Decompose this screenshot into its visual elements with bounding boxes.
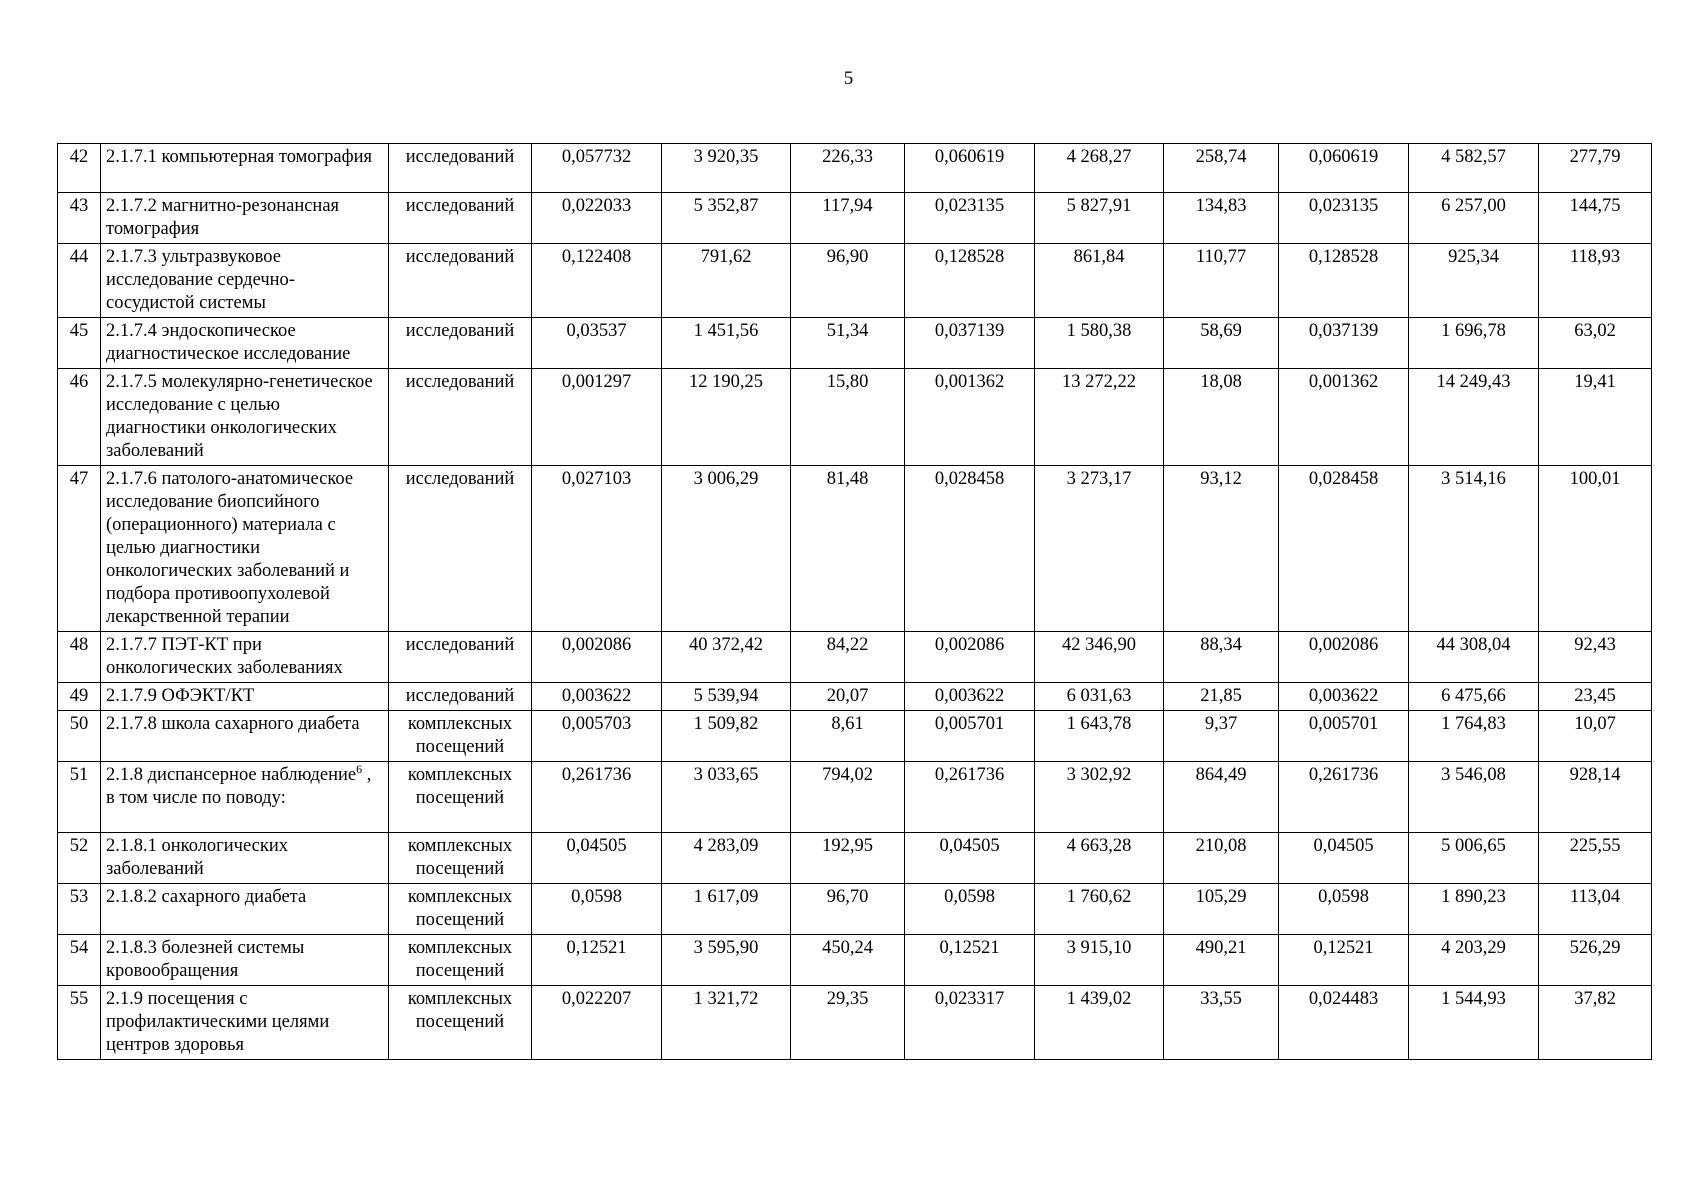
row-unit: исследований [389, 144, 532, 193]
value-cell: 58,69 [1164, 318, 1279, 369]
value-cell: 490,21 [1164, 935, 1279, 986]
row-name-tail: , в том числе по поводу: [106, 765, 372, 808]
table-row [58, 833, 1652, 884]
value-cell: 37,82 [1539, 986, 1652, 1060]
value-cell: 0,12521 [532, 935, 662, 986]
value-cell: 791,62 [662, 244, 791, 318]
value-cell: 0,005703 [532, 711, 662, 762]
value-cell: 110,77 [1164, 244, 1279, 318]
table-row [58, 244, 1652, 318]
value-cell: 1 544,93 [1409, 986, 1539, 1060]
value-cell: 92,43 [1539, 632, 1652, 683]
value-cell: 1 580,38 [1035, 318, 1164, 369]
row-unit: комплексных посещений [389, 833, 532, 884]
value-cell: 96,90 [791, 244, 905, 318]
value-cell: 4 203,29 [1409, 935, 1539, 986]
value-cell: 0,028458 [1279, 466, 1409, 632]
value-cell: 1 321,72 [662, 986, 791, 1060]
row-name: 2.1.8 диспансерное наблюдение [106, 765, 357, 785]
row-unit: исследований [389, 466, 532, 632]
row-name: 2.1.7.3 ультразвуковое исследование сердечно-сосудистой системы [106, 247, 295, 313]
table-row [58, 711, 1652, 762]
row-name: 2.1.7.5 молекулярно-генетическое исследование с целью диагностики онкологических заболеваний [106, 372, 373, 461]
value-cell: 44 308,04 [1409, 632, 1539, 683]
value-cell: 18,08 [1164, 369, 1279, 466]
value-cell: 0,128528 [1279, 244, 1409, 318]
value-cell: 33,55 [1164, 986, 1279, 1060]
value-cell: 3 546,08 [1409, 762, 1539, 833]
table-row [58, 466, 1652, 632]
value-cell: 10,07 [1539, 711, 1652, 762]
value-cell: 4 283,09 [662, 833, 791, 884]
row-number: 53 [58, 884, 101, 935]
table-row [58, 762, 1652, 833]
row-number: 46 [58, 369, 101, 466]
value-cell: 5 539,94 [662, 683, 791, 711]
page-number: 5 [843, 68, 854, 89]
value-cell: 3 273,17 [1035, 466, 1164, 632]
value-cell: 113,04 [1539, 884, 1652, 935]
value-cell: 63,02 [1539, 318, 1652, 369]
value-cell: 0,060619 [905, 144, 1035, 193]
table-row [58, 369, 1652, 466]
value-cell: 3 302,92 [1035, 762, 1164, 833]
value-cell: 42 346,90 [1035, 632, 1164, 683]
value-cell: 3 006,29 [662, 466, 791, 632]
row-number: 44 [58, 244, 101, 318]
row-name: 2.1.7.7 ПЭТ-КТ при онкологических заболеваниях [106, 635, 343, 678]
row-name: 2.1.7.6 патолого-анатомическое исследование биопсийного (операционного) материала с целью диагностики онкологических заболеваний и подбора противоопухолевой лекарственной терапии [106, 469, 354, 627]
value-cell: 3 595,90 [662, 935, 791, 986]
value-cell: 96,70 [791, 884, 905, 935]
value-cell: 0,0598 [1279, 884, 1409, 935]
value-cell: 40 372,42 [662, 632, 791, 683]
value-cell: 864,49 [1164, 762, 1279, 833]
row-number: 45 [58, 318, 101, 369]
value-cell: 1 760,62 [1035, 884, 1164, 935]
row-name-cell [101, 466, 389, 632]
value-cell: 1 509,82 [662, 711, 791, 762]
row-number: 43 [58, 193, 101, 244]
value-cell: 0,037139 [1279, 318, 1409, 369]
value-cell: 23,45 [1539, 683, 1652, 711]
row-name-cell [101, 711, 389, 762]
table-row [58, 632, 1652, 683]
value-cell: 0,001362 [905, 369, 1035, 466]
table-row [58, 986, 1652, 1060]
value-cell: 861,84 [1035, 244, 1164, 318]
value-cell: 88,34 [1164, 632, 1279, 683]
value-cell: 225,55 [1539, 833, 1652, 884]
row-name-cell [101, 632, 389, 683]
value-cell: 93,12 [1164, 466, 1279, 632]
value-cell: 4 582,57 [1409, 144, 1539, 193]
value-cell: 0,12521 [1279, 935, 1409, 986]
row-name-cell [101, 762, 389, 833]
value-cell: 6 475,66 [1409, 683, 1539, 711]
value-cell: 12 190,25 [662, 369, 791, 466]
value-cell: 21,85 [1164, 683, 1279, 711]
value-cell: 526,29 [1539, 935, 1652, 986]
value-cell: 450,24 [791, 935, 905, 986]
row-name: 2.1.8.1 онкологических заболеваний [106, 836, 289, 879]
row-unit: исследований [389, 244, 532, 318]
value-cell: 0,04505 [905, 833, 1035, 884]
table-row [58, 144, 1652, 193]
value-cell: 928,14 [1539, 762, 1652, 833]
row-name: 2.1.9 посещения с профилактическими целями центров здоровья [106, 989, 330, 1055]
value-cell: 0,04505 [1279, 833, 1409, 884]
row-number: 49 [58, 683, 101, 711]
value-cell: 0,03537 [532, 318, 662, 369]
value-cell: 19,41 [1539, 369, 1652, 466]
value-cell: 29,35 [791, 986, 905, 1060]
value-cell: 14 249,43 [1409, 369, 1539, 466]
value-cell: 0,003622 [1279, 683, 1409, 711]
row-name-cell [101, 318, 389, 369]
row-name: 2.1.8.3 болезней системы кровообращения [106, 938, 305, 981]
value-cell: 0,122408 [532, 244, 662, 318]
value-cell: 0,001297 [532, 369, 662, 466]
value-cell: 15,80 [791, 369, 905, 466]
footnote-marker: 6 [356, 761, 363, 776]
row-name-cell [101, 144, 389, 193]
value-cell: 0,005701 [1279, 711, 1409, 762]
value-cell: 0,024483 [1279, 986, 1409, 1060]
value-cell: 1 617,09 [662, 884, 791, 935]
row-number: 48 [58, 632, 101, 683]
value-cell: 0,001362 [1279, 369, 1409, 466]
value-cell: 0,060619 [1279, 144, 1409, 193]
value-cell: 0,023135 [1279, 193, 1409, 244]
value-cell: 100,01 [1539, 466, 1652, 632]
row-name-cell [101, 369, 389, 466]
value-cell: 925,34 [1409, 244, 1539, 318]
row-unit: исследований [389, 193, 532, 244]
row-name: 2.1.7.1 компьютерная томография [106, 147, 373, 167]
value-cell: 258,74 [1164, 144, 1279, 193]
value-cell: 4 268,27 [1035, 144, 1164, 193]
value-cell: 5 352,87 [662, 193, 791, 244]
value-cell: 6 031,63 [1035, 683, 1164, 711]
value-cell: 0,261736 [905, 762, 1035, 833]
value-cell: 20,07 [791, 683, 905, 711]
value-cell: 0,005701 [905, 711, 1035, 762]
value-cell: 134,83 [1164, 193, 1279, 244]
value-cell: 8,61 [791, 711, 905, 762]
value-cell: 0,0598 [905, 884, 1035, 935]
row-name-cell [101, 884, 389, 935]
row-number: 52 [58, 833, 101, 884]
row-name-cell [101, 986, 389, 1060]
value-cell: 0,002086 [905, 632, 1035, 683]
row-name: 2.1.7.9 ОФЭКТ/КТ [106, 686, 255, 706]
table-row [58, 884, 1652, 935]
value-cell: 84,22 [791, 632, 905, 683]
value-cell: 0,022033 [532, 193, 662, 244]
row-number: 51 [58, 762, 101, 833]
value-cell: 81,48 [791, 466, 905, 632]
value-cell: 794,02 [791, 762, 905, 833]
row-name-cell [101, 193, 389, 244]
row-number: 50 [58, 711, 101, 762]
row-unit: исследований [389, 318, 532, 369]
value-cell: 0,037139 [905, 318, 1035, 369]
value-cell: 0,022207 [532, 986, 662, 1060]
value-cell: 226,33 [791, 144, 905, 193]
data-table [57, 143, 1652, 1060]
value-cell: 0,261736 [1279, 762, 1409, 833]
value-cell: 1 451,56 [662, 318, 791, 369]
value-cell: 0,057732 [532, 144, 662, 193]
row-number: 42 [58, 144, 101, 193]
value-cell: 13 272,22 [1035, 369, 1164, 466]
value-cell: 1 696,78 [1409, 318, 1539, 369]
value-cell: 3 514,16 [1409, 466, 1539, 632]
value-cell: 1 764,83 [1409, 711, 1539, 762]
value-cell: 0,003622 [532, 683, 662, 711]
row-name: 2.1.7.2 магнитно-резонансная томография [106, 196, 340, 239]
value-cell: 0,028458 [905, 466, 1035, 632]
value-cell: 9,37 [1164, 711, 1279, 762]
value-cell: 0,04505 [532, 833, 662, 884]
value-cell: 0,002086 [532, 632, 662, 683]
value-cell: 6 257,00 [1409, 193, 1539, 244]
value-cell: 105,29 [1164, 884, 1279, 935]
value-cell: 210,08 [1164, 833, 1279, 884]
row-unit: комплексных посещений [389, 762, 532, 833]
row-name-cell [101, 833, 389, 884]
row-unit: исследований [389, 632, 532, 683]
row-name: 2.1.7.4 эндоскопическое диагностическое исследование [106, 321, 351, 364]
value-cell: 51,34 [791, 318, 905, 369]
value-cell: 1 890,23 [1409, 884, 1539, 935]
value-cell: 3 920,35 [662, 144, 791, 193]
value-cell: 0,128528 [905, 244, 1035, 318]
row-unit: комплексных посещений [389, 986, 532, 1060]
value-cell: 277,79 [1539, 144, 1652, 193]
value-cell: 1 439,02 [1035, 986, 1164, 1060]
value-cell: 0,12521 [905, 935, 1035, 986]
table-body [58, 144, 1652, 1060]
value-cell: 192,95 [791, 833, 905, 884]
value-cell: 1 643,78 [1035, 711, 1164, 762]
value-cell: 0,023135 [905, 193, 1035, 244]
table-row [58, 193, 1652, 244]
row-unit: исследований [389, 369, 532, 466]
value-cell: 5 006,65 [1409, 833, 1539, 884]
value-cell: 144,75 [1539, 193, 1652, 244]
row-name-cell [101, 935, 389, 986]
row-number: 54 [58, 935, 101, 986]
row-number: 55 [58, 986, 101, 1060]
value-cell: 118,93 [1539, 244, 1652, 318]
value-cell: 0,023317 [905, 986, 1035, 1060]
table-row [58, 683, 1652, 711]
table-row [58, 318, 1652, 369]
row-name-cell [101, 244, 389, 318]
value-cell: 0,261736 [532, 762, 662, 833]
value-cell: 117,94 [791, 193, 905, 244]
row-name: 2.1.7.8 школа сахарного диабета [106, 714, 360, 734]
value-cell: 0,003622 [905, 683, 1035, 711]
table-row [58, 935, 1652, 986]
value-cell: 3 915,10 [1035, 935, 1164, 986]
row-unit: комплексных посещений [389, 935, 532, 986]
value-cell: 4 663,28 [1035, 833, 1164, 884]
row-name-cell [101, 683, 389, 711]
row-unit: комплексных посещений [389, 884, 532, 935]
row-unit: исследований [389, 683, 532, 711]
value-cell: 3 033,65 [662, 762, 791, 833]
value-cell: 0,027103 [532, 466, 662, 632]
value-cell: 0,002086 [1279, 632, 1409, 683]
value-cell: 5 827,91 [1035, 193, 1164, 244]
row-name: 2.1.8.2 сахарного диабета [106, 887, 307, 907]
row-unit: комплексных посещений [389, 711, 532, 762]
value-cell: 0,0598 [532, 884, 662, 935]
row-number: 47 [58, 466, 101, 632]
